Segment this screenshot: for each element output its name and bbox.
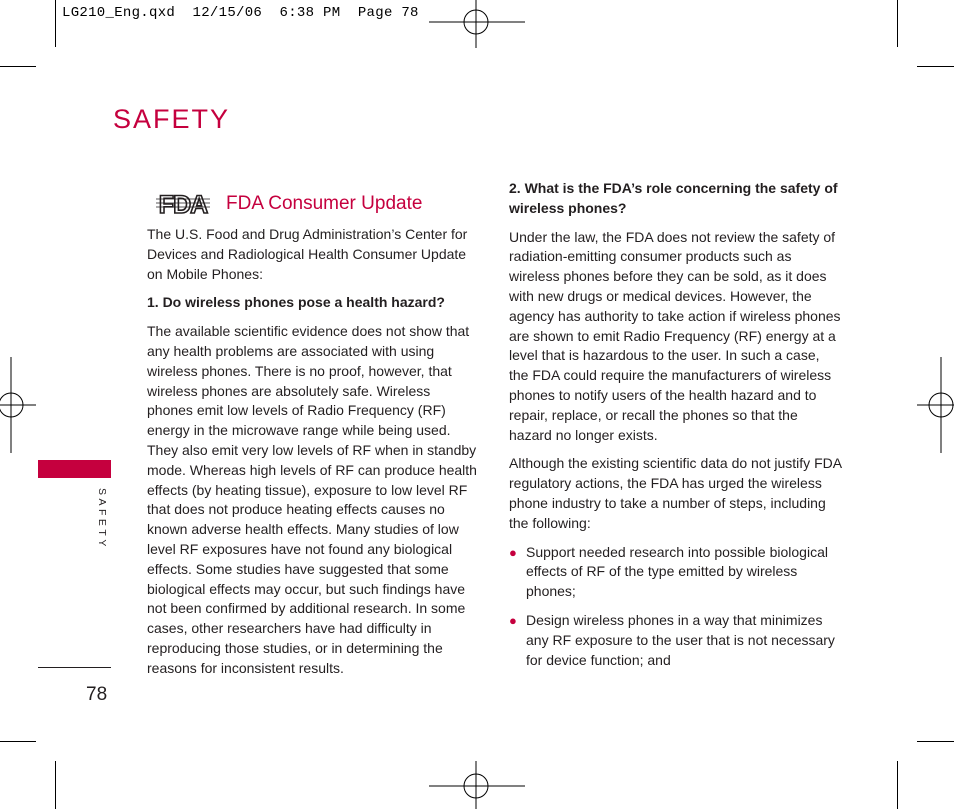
list-item bbox=[509, 543, 842, 602]
section-title: SAFETY bbox=[113, 104, 231, 134]
side-tab-label: SAFETY bbox=[96, 488, 108, 550]
page-number-rule bbox=[38, 667, 111, 668]
answer-1: The available scientific evidence does not show that any health problems are associated with using wireless phones. There is no proof, however, that wireless phones are absolutely safe. Wireless phones emit low levels of Radio Frequency (RF) energy in the microwave range while being used. They also emit very low levels of RF when in standby mode. Whereas high levels of RF can produce health effects (by heating tissue), exposure to low level RF that does not produce heating effects causes no known adverse health effects. Many studies of low level RF exposures have not found any biological effects. Some studies have suggested that some biological effects may occur, but such findings have not been confirmed by additional research. In some cases, other researchers have had difficulty in reproducing those studies, or in determining the reasons for inconsistent results. bbox=[147, 323, 477, 676]
list-item-text: Support needed research into possible biological effects of RF of the type emitted by wireless phones; bbox=[526, 543, 828, 600]
print-slug-line: LG210_Eng.qxd 12/15/06 6:38 PM Page 78 bbox=[62, 5, 419, 21]
answer-2-paragraph-1: Under the law, the FDA does not review the safety of radiation-emitting consumer products such as wireless phones before they can be sold, as it does with new drugs or medical devices. However, the agency has authority to take action if wireless phones are shown to emit Radio Frequency (RF) energy at a level that is hazardous to the user. In such a case, the FDA could require the manufacturers of wireless phones to notify users of the health hazard and to repair, replace, or recall the phones so that the hazard no longer exists. bbox=[509, 228, 841, 443]
left-column bbox=[147, 188, 477, 679]
bullet-icon: ● bbox=[509, 544, 517, 560]
page-number: 78 bbox=[86, 684, 108, 705]
bullet-icon: ● bbox=[509, 612, 517, 628]
answer-2-paragraph-2: Although the existing scientific data do not justify FDA regulatory actions, the FDA has urged the wireless phone industry to take a number of steps, including the following: bbox=[509, 455, 842, 531]
registration-mark-left bbox=[0, 357, 36, 453]
fda-logo bbox=[152, 190, 214, 218]
side-tab-bar bbox=[38, 460, 111, 478]
intro-paragraph: The U.S. Food and Drug Administration’s Center for Devices and Radiological Health Consumer Update on Mobile Phones: bbox=[147, 226, 468, 282]
fda-consumer-update-heading: FDA Consumer Update bbox=[226, 193, 423, 215]
question-2: 2. What is the FDA’s role concerning the safety of wireless phones? bbox=[509, 180, 838, 216]
right-column bbox=[509, 179, 842, 670]
registration-mark-top bbox=[429, 0, 525, 48]
question-1: 1. Do wireless phones pose a health hazard? bbox=[147, 294, 445, 311]
fda-heading-row bbox=[152, 188, 477, 220]
list-item-text: Design wireless phones in a way that minimizes any RF exposure to the user that is not necessary for device function; and bbox=[526, 611, 835, 668]
fda-logo-text: FDA bbox=[158, 191, 208, 218]
list-item bbox=[509, 611, 842, 670]
registration-mark-right bbox=[917, 357, 954, 453]
registration-mark-bottom bbox=[429, 761, 525, 809]
